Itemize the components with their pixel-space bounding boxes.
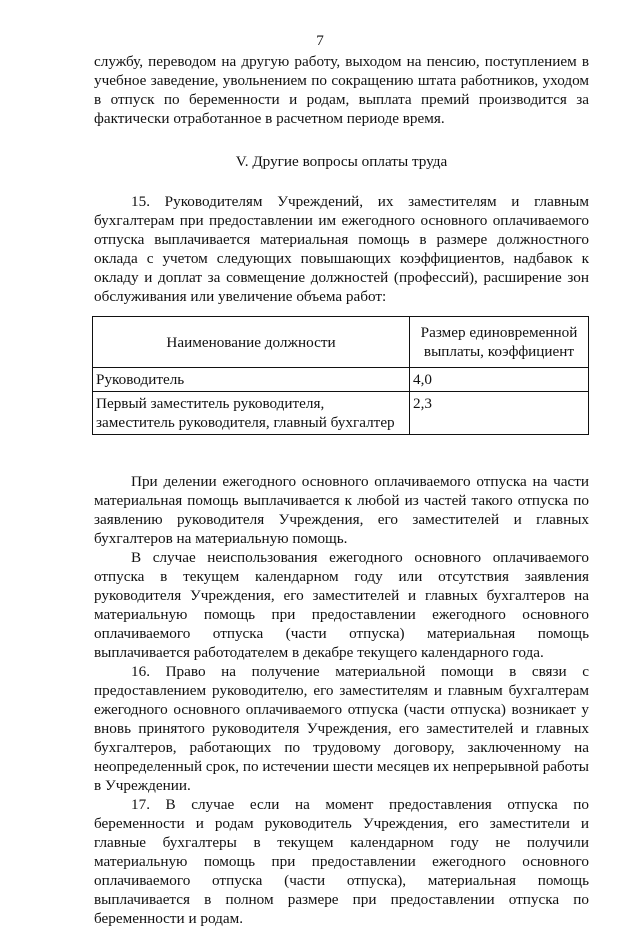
paragraph-16: 16. Право на получение материальной помощи в связи с предоставлением руководителю, его заместителям и главным бухгалтерам ежегодного основного оплачиваемого отпуска (части отпуска) возникает у вновь принятого руководителя Учреждения, его заместителей и главных бухгалтеров, работающих по трудовому договору, заключенному на неопределенный срок, по истечении шести месяцев их непрерывной работы в Учреждении.	[94, 663, 589, 794]
table-row	[93, 392, 589, 435]
paragraph-division: При делении ежегодного основного оплачиваемого отпуска на части материальная помощь выплачивается к любой из частей такого отпуска по заявлению руководителя Учреждения, его заместителей и главных бухгалтеров на материальную помощь.	[94, 473, 589, 547]
header-position-name: Наименование должности	[93, 317, 410, 368]
cell-position: Первый заместитель руководителя, заместитель руководителя, главный бухгалтер	[93, 392, 410, 435]
cell-position: Руководитель	[93, 368, 410, 392]
paragraph-15: 15. Руководителям Учреждений, их заместителям и главным бухгалтерам при предоставлении им ежегодного основного оплачиваемого отпуска выплачивается материальная помощь в размере должностного оклада с учетом следующих повышающих коэффициентов, надбавок к окладу и доплат за совмещение должностей (профессий), расширение зон обслуживания или увеличение объема работ:	[94, 193, 589, 305]
page-number: 7	[316, 32, 324, 49]
table-row	[93, 368, 589, 392]
cell-coefficient: 4,0	[410, 368, 589, 392]
paragraph-17: 17. В случае если на момент предоставления отпуска по беременности и родам руководитель Учреждения, его заместители и главные бухгалтеры в текущем календарном году не получили материальную помощь при предоставлении ежегодного основного оплачиваемого отпуска (части отпуска), материальная помощь выплачивается в полном размере при предоставлении отпуска по беременности и родам.	[94, 796, 589, 927]
coefficients-table	[92, 316, 589, 435]
table-header-row	[93, 317, 589, 368]
cell-coefficient: 2,3	[410, 392, 589, 435]
section-heading: V. Другие вопросы оплаты труда	[235, 153, 448, 170]
header-payment-size: Размер единовременной выплаты, коэффициент	[410, 317, 589, 368]
document-body	[94, 52, 589, 928]
paragraph-continuation: службу, переводом на другую работу, выходом на пенсию, поступлением в учебное заведение, увольнением по сокращению штата работников, уходом в отпуск по беременности и родам, выплата премий производится за фактически отработанное в расчетном периоде время.	[94, 53, 589, 127]
paragraph-unused-leave: В случае неиспользования ежегодного основного оплачиваемого отпуска в текущем календарном году или отсутствия заявления руководителя Учреждения, его заместителей и главных бухгалтеров на материальную помощь при предоставлении ежегодного основного оплачиваемого отпуска (части отпуска) материальная помощь выплачивается работодателем в декабре текущего календарного года.	[94, 549, 589, 661]
